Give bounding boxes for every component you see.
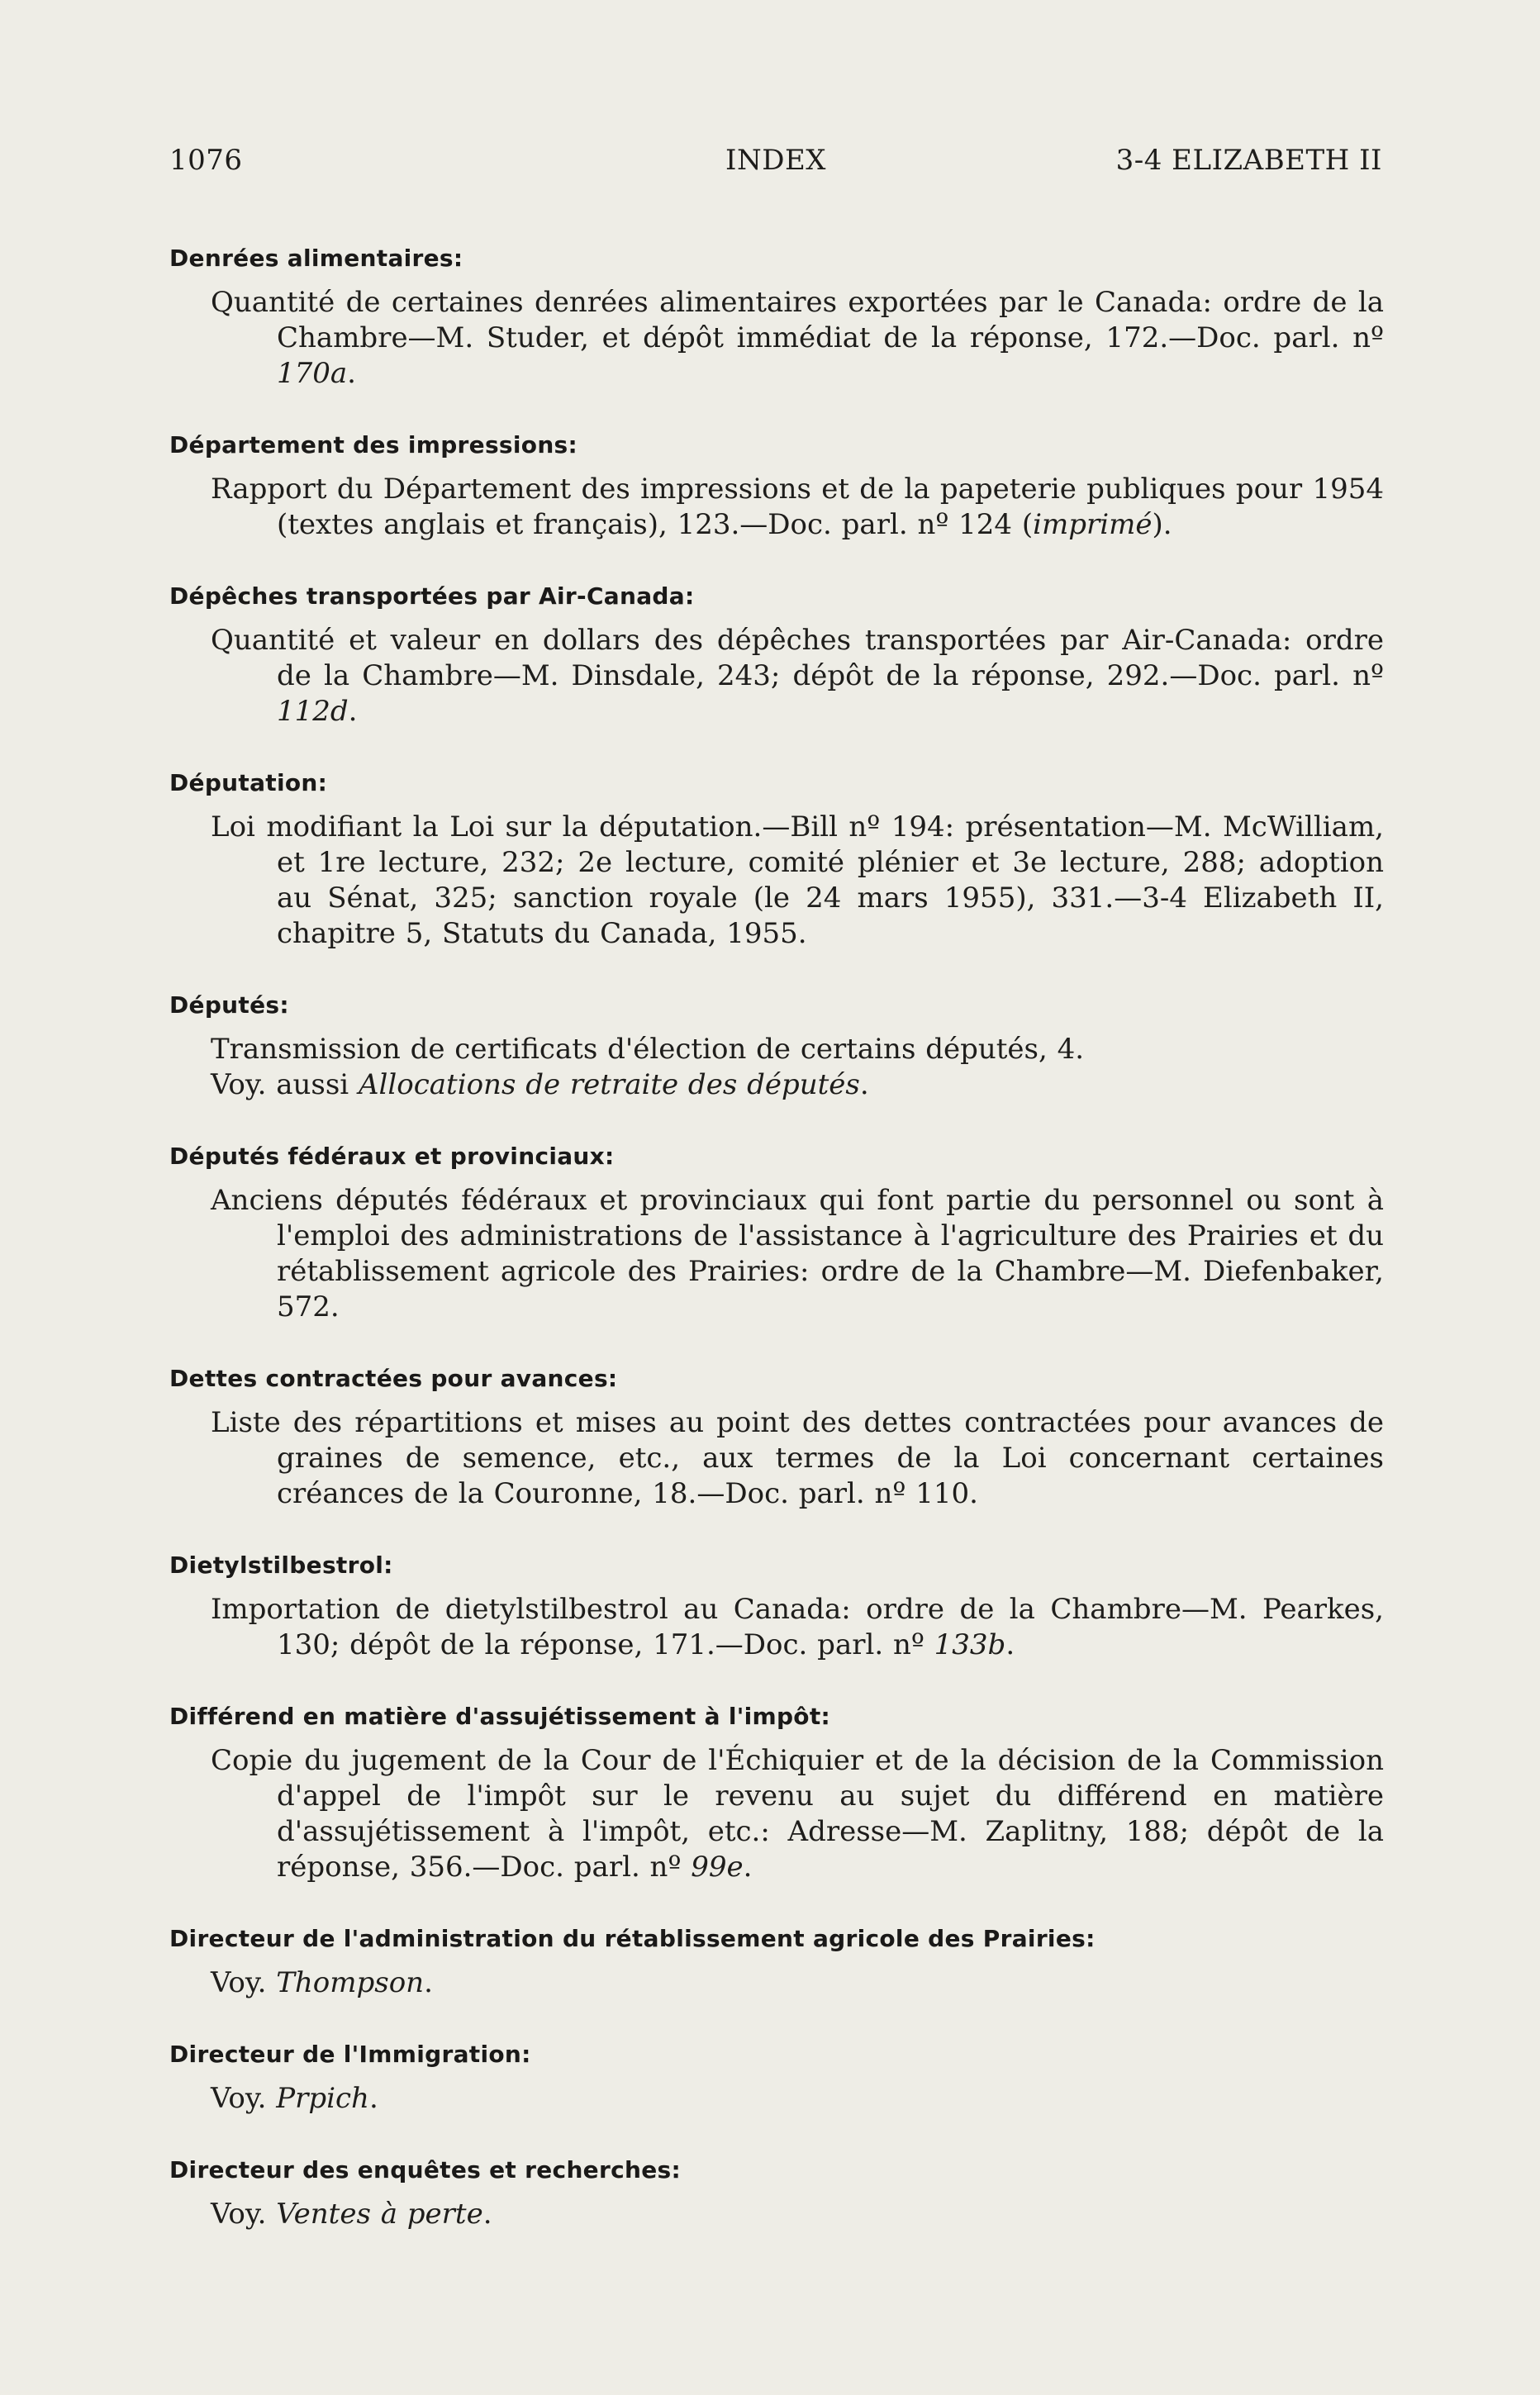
entry-text: Voy. Prpich. xyxy=(211,2082,378,2115)
index-entry xyxy=(169,582,1384,729)
volume-label: 3-4 ELIZABETH II xyxy=(1115,144,1382,177)
entry-text: Voy. Ventes à perte. xyxy=(211,2198,492,2231)
page-number: 1076 xyxy=(169,144,243,177)
entry-text: Importation de dietylstilbestrol au Canada: ordre de la Chambre—M. Pearkes, 130; dépôt de la réponse, 171.—Doc. parl. nº 133b. xyxy=(211,1593,1384,1661)
entry-text: Copie du jugement de la Cour de l'Échiquier et de la décision de la Commission d'appel de l'impôt sur le revenu au sujet du différend en matière d'assujétissement à l'impôt, etc.: Adresse—M. Zaplitny, 188; dépôt de la réponse, 356.—Doc. parl. nº 99e. xyxy=(211,1744,1384,1884)
index-entry xyxy=(169,1925,1384,2001)
entry-heading: Directeur de l'administration du rétablissement agricole des Prairies: xyxy=(169,1925,1096,1952)
index-entry xyxy=(169,2041,1384,2117)
index-entry xyxy=(169,431,1384,543)
index-entry xyxy=(169,1552,1384,1663)
entry-text: Loi modifiant la Loi sur la députation.—Bill nº 194: présentation—M. McWilliam, et 1re lecture, 232; 2e lecture, comité plénier et 3e lecture, 288; adoption au Sénat, 325; sanction royale (le 24 mars 1955), 331.—3-4 Elizabeth II, chapitre 5, Statuts du Canada, 1955. xyxy=(211,810,1384,950)
entry-heading: Députés fédéraux et provinciaux: xyxy=(169,1143,615,1170)
entry-text: Quantité et valeur en dollars des dépêches transportées par Air-Canada: ordre de la Chambre—M. Dinsdale, 243; dépôt de la réponse, 292.—Doc. parl. nº 112d. xyxy=(211,624,1384,728)
entry-heading: Denrées alimentaires: xyxy=(169,245,463,272)
entry-heading: Dietylstilbestrol: xyxy=(169,1552,393,1579)
index-entry xyxy=(169,991,1384,1103)
running-header xyxy=(169,144,1382,185)
entry-heading: Députés: xyxy=(169,991,289,1019)
index-entry xyxy=(169,1365,1384,1512)
entry-heading: Dettes contractées pour avances: xyxy=(169,1365,618,1392)
entry-text: Liste des répartitions et mises au point des dettes contractées pour avances de graines de semence, etc., aux termes de la Loi concernant certaines créances de la Couronne, 18.—Doc. parl. nº 110. xyxy=(211,1406,1384,1510)
index-entries xyxy=(169,245,1384,2272)
entry-heading: Directeur des enquêtes et recherches: xyxy=(169,2156,681,2184)
entry-text: Transmission de certificats d'élection de certains députés, 4. xyxy=(211,1033,1085,1066)
entry-text: Quantité de certaines denrées alimentaires exportées par le Canada: ordre de la Chambre—M. Studer, et dépôt immédiat de la réponse, 172.—Doc. parl. nº 170a. xyxy=(211,286,1384,390)
index-entry xyxy=(169,245,1384,392)
entry-heading: Différend en matière d'assujétissement à l'impôt: xyxy=(169,1703,831,1730)
index-entry xyxy=(169,2156,1384,2232)
index-entry xyxy=(169,1703,1384,1885)
index-entry xyxy=(169,1143,1384,1325)
index-entry xyxy=(169,769,1384,952)
entry-heading: Dépêches transportées par Air-Canada: xyxy=(169,582,695,610)
entry-text: Anciens députés fédéraux et provinciaux qui font partie du personnel ou sont à l'emploi des administrations de l'assistance à l'agriculture des Prairies et du rétablissement agricole des Prairies: ordre de la Chambre—M. Diefenbaker, 572. xyxy=(211,1184,1384,1323)
see-also-reference: Voy. aussi Allocations de retraite des députés. xyxy=(211,1068,869,1101)
entry-heading: Députation: xyxy=(169,769,328,796)
entry-heading: Département des impressions: xyxy=(169,431,578,459)
entry-text: Rapport du Département des impressions et de la papeterie publiques pour 1954 (textes anglais et français), 123.—Doc. parl. nº 124 (imprimé). xyxy=(211,473,1384,541)
entry-heading: Directeur de l'Immigration: xyxy=(169,2041,531,2068)
entry-text: Voy. Thompson. xyxy=(211,1966,433,1999)
page-title: INDEX xyxy=(725,144,826,177)
